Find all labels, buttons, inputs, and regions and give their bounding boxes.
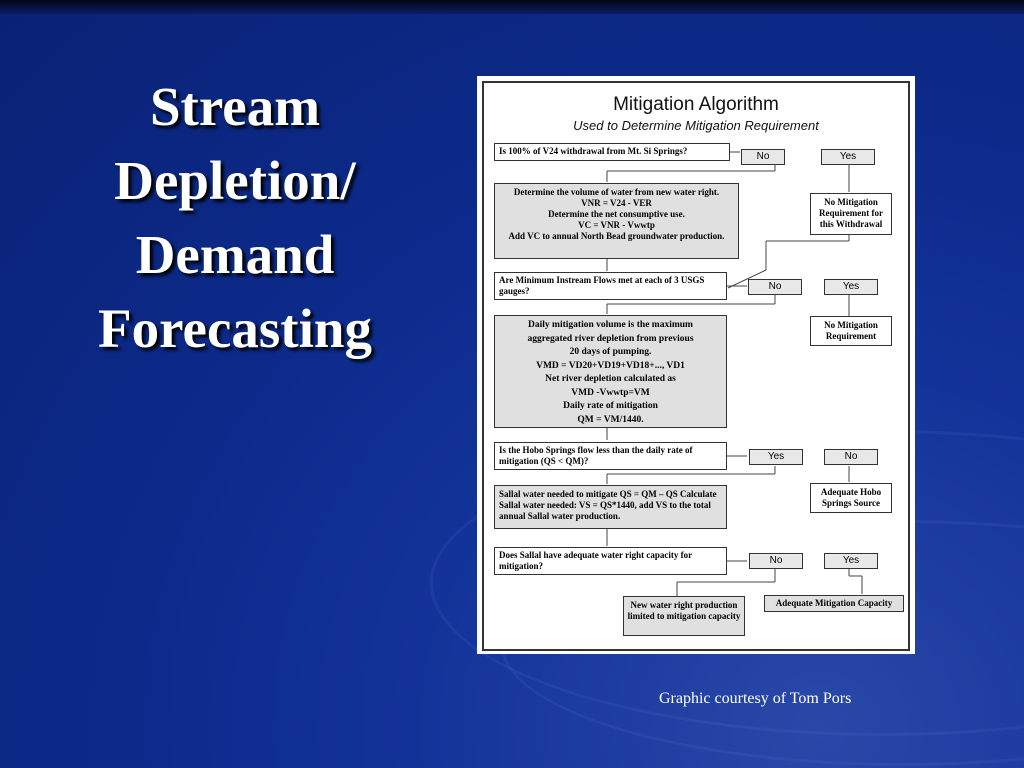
step-1-box: Determine the volume of water from new water right. VNR = V24 - VER Determine the net consumptive use. VC = VNR - Vwwtp Add VC to annual North Bead groundwater production.	[494, 183, 739, 259]
q2-no-button: No	[748, 279, 802, 295]
question-3: Is the Hobo Springs flow less than the daily rate of mitigation (QS < QM)?	[494, 442, 727, 470]
result-1-box: No Mitigation Requirement for this Withdrawal	[810, 193, 892, 235]
image-caption: Graphic courtesy of Tom Pors	[659, 690, 852, 707]
flowchart-title: Mitigation Algorithm	[613, 94, 779, 115]
q2-yes-button: Yes	[824, 279, 878, 295]
q1-no-button: No	[741, 149, 785, 165]
q4-no-button: No	[749, 553, 803, 569]
q3-no-button: No	[824, 449, 878, 465]
result-2-box: No Mitigation Requirement	[810, 316, 892, 346]
step-2-box: Daily mitigation volume is the maximum aggregated river depletion from previous 20 days of pumping. VMD = VD20+VD19+VD18+..., VD1 Net river depletion calculated as VMD -Vwwtp=VM Daily rate of mitigation QM = VM/1440.	[494, 315, 727, 428]
result-3-box: Adequate Hobo Springs Source	[810, 483, 892, 513]
result-5-box: Adequate Mitigation Capacity	[764, 595, 904, 612]
q3-yes-button: Yes	[749, 449, 803, 465]
top-bar	[0, 0, 1024, 14]
slide-title: Stream Depletion/ Demand Forecasting	[98, 76, 372, 359]
q1-yes-button: Yes	[821, 149, 875, 165]
question-2: Are Minimum Instream Flows met at each of 3 USGS gauges?	[494, 272, 727, 300]
question-4: Does Sallal have adequate water right capacity for mitigation?	[494, 547, 727, 575]
flowchart-image	[477, 76, 915, 654]
q4-yes-button: Yes	[824, 553, 878, 569]
result-4-box: New water right production limited to mitigation capacity	[623, 596, 745, 636]
question-1: Is 100% of V24 withdrawal from Mt. Si Springs?	[494, 143, 730, 161]
step-3-box: Sallal water needed to mitigate QS = QM – QS Calculate Sallal water needed: VS = QS*1440, add VS to the total annual Sallal water production.	[494, 485, 727, 529]
flowchart-subtitle: Used to Determine Mitigation Requirement	[573, 118, 819, 133]
